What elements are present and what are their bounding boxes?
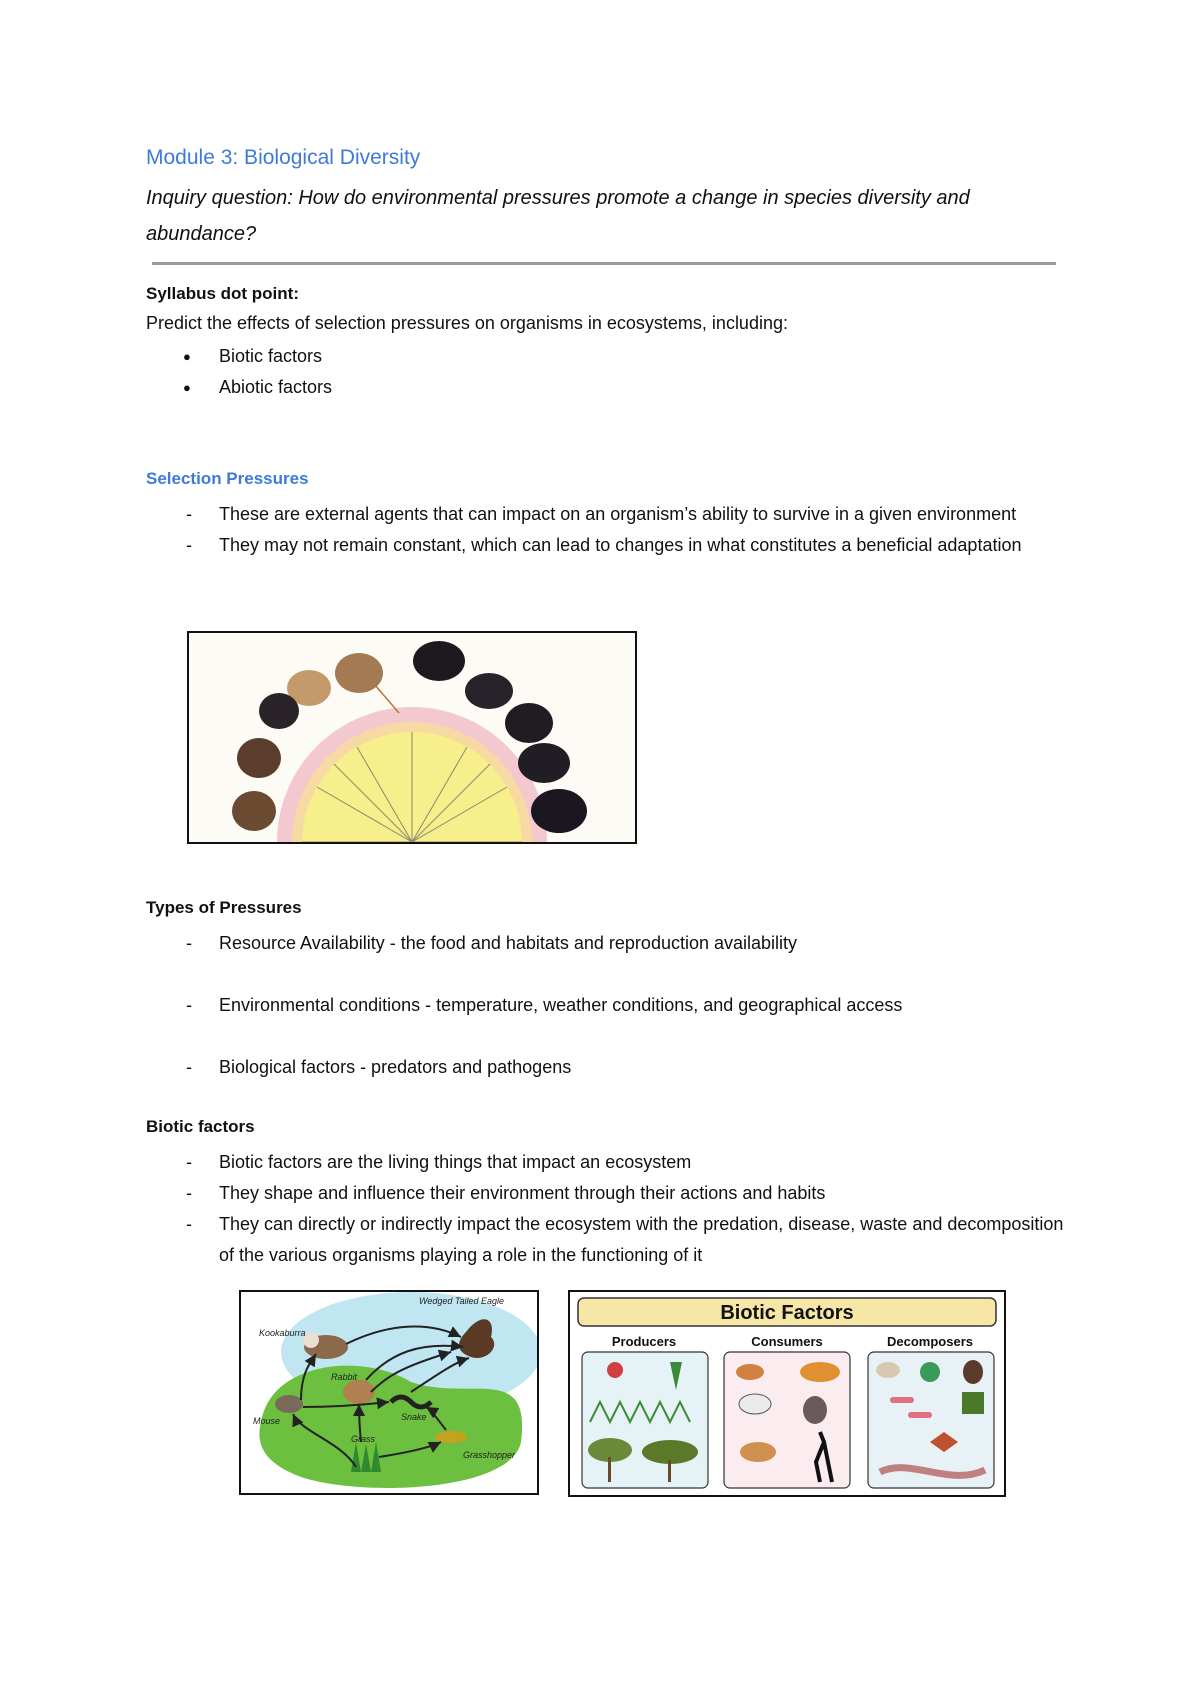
biotic-factors-figure xyxy=(568,1290,1006,1497)
list-item: - They can directly or indirectly impact the ecosystem with the predation, disease, waste and decomposition of the various organisms playing a role in the functioning of it xyxy=(146,1209,1066,1271)
grasshopper-icon xyxy=(435,1431,467,1443)
list-item: ● Abiotic factors xyxy=(146,372,1066,403)
types-heading: Types of Pressures xyxy=(146,898,302,917)
food-web-figure xyxy=(239,1290,539,1495)
list-item: - Resource Availability - the food and habitats and reproduction availability xyxy=(146,928,1066,959)
list-item: - Biological factors - predators and pathogens xyxy=(146,1052,1066,1083)
consumers-label: Consumers xyxy=(751,1334,823,1349)
biotic-factors-illustration xyxy=(570,1292,1004,1495)
mouse-icon xyxy=(275,1395,303,1413)
finch-beak-figure xyxy=(187,631,637,844)
list-item: - Environmental conditions - temperature, weather conditions, and geographical access xyxy=(146,990,1066,1021)
inquiry-question: Inquiry question: How do environmental pressures promote a change in species diversity and abundance? xyxy=(146,187,970,245)
list-item: - Biotic factors are the living things that impact an ecosystem xyxy=(146,1147,1066,1178)
syllabus-heading: Syllabus dot point: xyxy=(146,284,299,303)
selection-pressures-heading: Selection Pressures xyxy=(146,469,309,488)
rabbit-label: Rabbit xyxy=(331,1372,358,1382)
grasshopper-label: Grasshopper xyxy=(463,1450,516,1460)
module-title: Module 3: Biological Diversity xyxy=(146,146,421,169)
decomposers-label: Decomposers xyxy=(887,1334,973,1349)
producers-label: Producers xyxy=(611,1334,677,1349)
types-list xyxy=(146,928,1066,1083)
finch-beak-illustration xyxy=(189,633,635,842)
eagle-label: Wedged Tailed Eagle xyxy=(419,1296,505,1306)
snake-label: Snake xyxy=(401,1412,427,1422)
list-item: - These are external agents that can impact on an organism’s ability to survive in a given environment xyxy=(146,499,1066,530)
syllabus-intro: Predict the effects of selection pressures on organisms in ecosystems, including: xyxy=(146,313,788,333)
list-item: ● Biotic factors xyxy=(146,341,1066,372)
syllabus-list xyxy=(146,341,1066,403)
biotic-heading: Biotic factors xyxy=(146,1117,255,1136)
list-item: - They shape and influence their environment through their actions and habits xyxy=(146,1178,1066,1209)
biotic-list xyxy=(146,1147,1066,1271)
kookaburra-label: Kookaburra xyxy=(259,1328,306,1338)
list-item: - They may not remain constant, which can lead to changes in what constitutes a beneficial adaptation xyxy=(146,530,1066,561)
grass-label: Grass xyxy=(351,1434,376,1444)
grass-icon xyxy=(351,1442,381,1472)
food-web-illustration xyxy=(241,1292,537,1493)
mouse-label: Mouse xyxy=(253,1416,281,1426)
biotic-chart-title: Biotic Factors xyxy=(720,1302,854,1324)
horizontal-rule xyxy=(152,262,1056,265)
selection-list xyxy=(146,499,1066,561)
rabbit-icon xyxy=(343,1380,375,1404)
